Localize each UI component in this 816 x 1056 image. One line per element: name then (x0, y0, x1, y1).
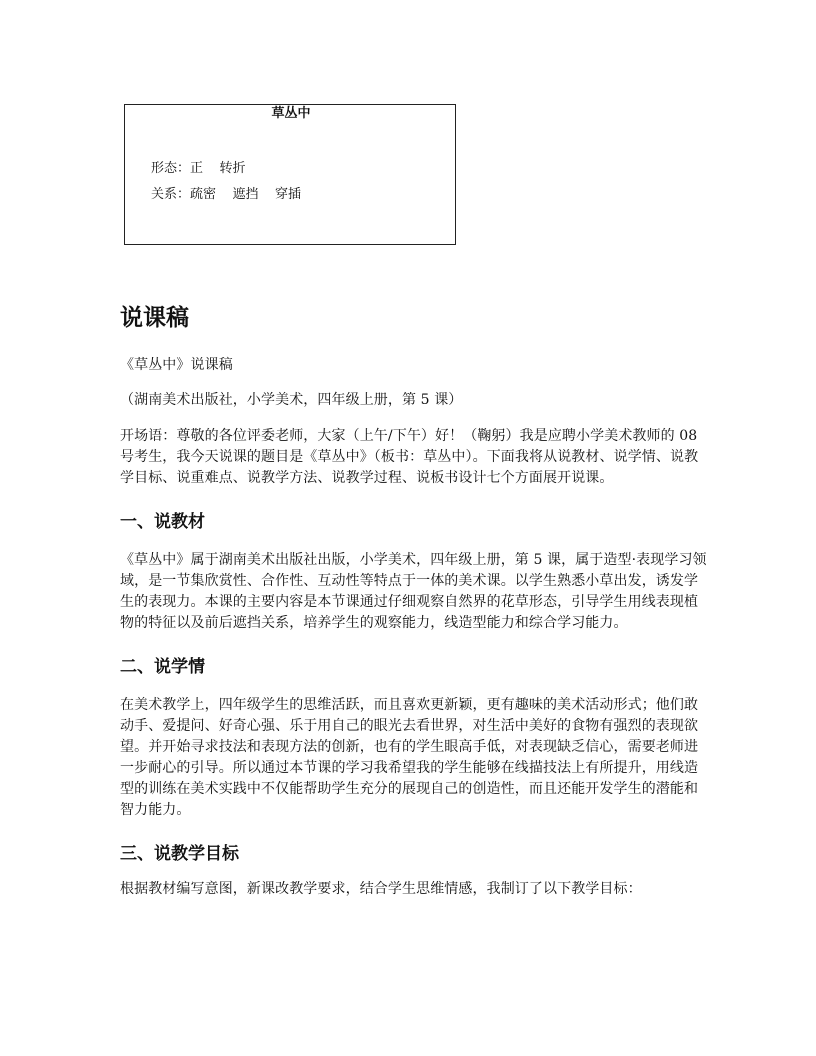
section-heading-objectives: 三、说教学目标 (120, 844, 239, 864)
section-body-objectives: 根据教材编写意图，新课改教学要求，结合学生思维情感，我制订了以下教学目标： (120, 881, 642, 897)
publisher-info: （湖南美术出版社，小学美术，四年级上册，第 5 课） (120, 392, 463, 408)
section-body-textbook: 《草丛中》属于湖南美术出版社出版，小学美术，四年级上册，第 5 课，属于造型·表现学习领域，是一节集欣赏性、合作性、互动性等特点于一体的美术课。以学生熟悉小草出发，诱发学生的表现力。本课的主要内容是本节课通过仔细观察自然界的花草形态，引导学生用线表现植物的特征以及前后遮挡关系，培养学生的观察能力，线造型能力和综合学习能力。 (120, 552, 707, 631)
board-line-relation: 关系：疏密 遮挡 穿插 (151, 187, 302, 202)
document-body (120, 300, 710, 900)
opening-paragraph: 开场语：尊敬的各位评委老师，大家（上午/下午）好！（鞠躬）我是应聘小学美术教师的 08 号考生，我今天说课的题目是《草丛中》（板书：草丛中）。下面我将从说教材、说学情、说教学目标、说重难点、说教学方法、说教学过程、说板书设计七个方面展开说课。 (120, 428, 699, 486)
section-heading-textbook: 一、说教材 (120, 512, 205, 532)
board-title: 草丛中 (271, 106, 311, 121)
blackboard-design-box (124, 104, 456, 245)
section-heading-students: 二、说学情 (120, 657, 205, 677)
board-line-form: 形态：正 转折 (151, 161, 246, 176)
document-title: 说课稿 (120, 305, 189, 331)
lesson-subtitle: 《草丛中》说课稿 (120, 357, 233, 373)
section-body-students: 在美术教学上，四年级学生的思维活跃，而且喜欢更新颖，更有趣味的美术活动形式；他们敢动手、爱提问、好奇心强、乐于用自己的眼光去看世界，对生活中美好的食物有强烈的表现欲望。并开始寻求技法和表现方法的创新，也有的学生眼高手低，对表现缺乏信心，需要老师进一步耐心的引导。所以通过本节课的学习我希望我的学生能够在线描技法上有所提升，用线造型的训练在美术实践中不仅能帮助学生充分的展现自己的创造性，而且还能开发学生的潜能和智力能力。 (120, 697, 699, 818)
